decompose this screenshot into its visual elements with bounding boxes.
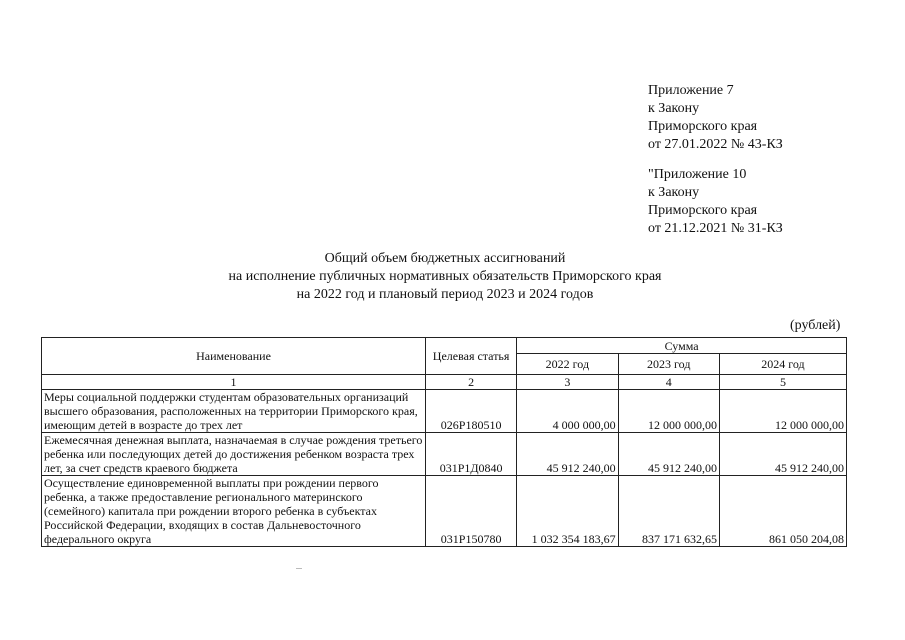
appendix-original-line3: Приморского края <box>648 203 758 218</box>
row-amount-2024: 12 000 000,00 <box>719 390 846 433</box>
document-title <box>0 250 890 304</box>
row-name: Осуществление единовременной выплаты при рождении первого ребенка, а также предоставление регионального материнского (семейного) капитала при рождении второго ребенка в субъектах Российской Федерации, входящих в состав Дальневосточного федерального округа <box>42 476 426 547</box>
column-number: 5 <box>719 375 846 390</box>
row-amount-2023: 12 000 000,00 <box>618 390 719 433</box>
row-amount-2023: 837 171 632,65 <box>618 476 719 547</box>
table-row <box>42 476 847 547</box>
budget-table <box>41 337 847 547</box>
column-number: 3 <box>517 375 618 390</box>
column-number: 1 <box>42 375 426 390</box>
row-name: Ежемесячная денежная выплата, назначаемая в случае рождения третьего ребенка или последующих детей до достижения ребенком возраста трех лет, за счет средств краевого бюджета <box>42 433 426 476</box>
title-line3: на 2022 год и плановый период 2023 и 2024 годов <box>296 287 594 302</box>
column-number: 2 <box>426 375 517 390</box>
appendix-original-line4: от 21.12.2021 № 31-КЗ <box>648 221 783 236</box>
appendix-block-current <box>648 82 783 154</box>
title-line1: Общий объем бюджетных ассигнований <box>324 251 566 266</box>
header-sum: Сумма <box>517 338 847 354</box>
table-row <box>42 390 847 433</box>
row-code: 026Р180510 <box>426 390 517 433</box>
row-name: Меры социальной поддержки студентам образовательных организаций высшего образования, расположенных на территории Приморского края, имеющим детей в возрасте до трех лет <box>42 390 426 433</box>
row-amount-2023: 45 912 240,00 <box>618 433 719 476</box>
header-name: Наименование <box>42 338 426 375</box>
table-row <box>42 433 847 476</box>
appendix-current-line3: Приморского края <box>648 119 758 134</box>
column-number: 4 <box>618 375 719 390</box>
row-code: 031Р150780 <box>426 476 517 547</box>
row-amount-2024: 861 050 204,08 <box>719 476 846 547</box>
row-amount-2022: 45 912 240,00 <box>517 433 618 476</box>
row-amount-2024: 45 912 240,00 <box>719 433 846 476</box>
table-header-row <box>42 338 847 354</box>
header-2023: 2023 год <box>618 354 719 375</box>
scan-mark <box>296 568 302 569</box>
header-code: Целевая статья <box>426 338 517 375</box>
title-line2: на исполнение публичных нормативных обязательств Приморского края <box>228 269 662 284</box>
column-number-row <box>42 375 847 390</box>
header-2024: 2024 год <box>719 354 846 375</box>
appendix-block-original <box>648 166 783 238</box>
row-amount-2022: 1 032 354 183,67 <box>517 476 618 547</box>
appendix-original-line1: "Приложение 10 <box>648 167 747 182</box>
appendix-original-line2: к Закону <box>648 185 700 200</box>
unit-label: (рублей) <box>790 318 841 333</box>
appendix-current-line4: от 27.01.2022 № 43-КЗ <box>648 137 783 152</box>
appendix-current-line1: Приложение 7 <box>648 83 734 98</box>
appendix-current-line2: к Закону <box>648 101 700 116</box>
row-amount-2022: 4 000 000,00 <box>517 390 618 433</box>
row-code: 031Р1Д0840 <box>426 433 517 476</box>
header-2022: 2022 год <box>517 354 618 375</box>
